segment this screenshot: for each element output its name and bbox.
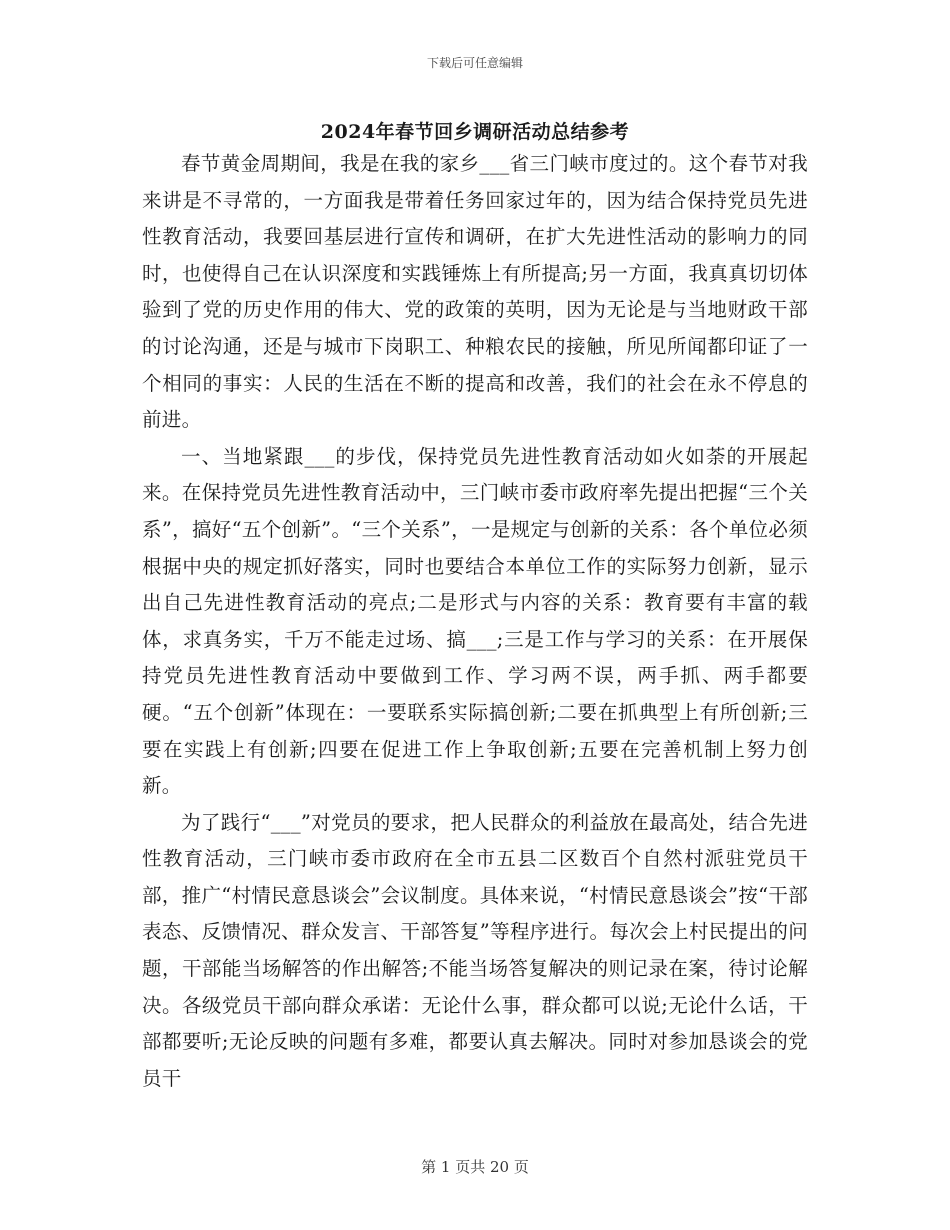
document-title: 2024年春节回乡调研活动总结参考: [320, 121, 630, 143]
page-number: 第 1 页共 20 页: [421, 1158, 529, 1176]
paragraph-1: 春节黄金周期间，我是在我的家乡___省三门峡市度过的。这个春节对我来讲是不寻常的，一方面我是带着任务回家过年的，因为结合保持党员先进性教育活动，我要回基层进行宣传和调研，在扩大先进性活动的影响力的同时，也使得自己在认识深度和实践锤炼上有所提高;另一方面，我真真切切体验到了党的历史作用的伟大、党的政策的英明，因为无论是与当地财政干部的讨论沟通，还是与城市下岗职工、种粮农民的接触，所见所闻都印证了一个相同的事实：人民的生活在不断的提高和改善，我们的社会在永不停息的前进。: [142, 152, 808, 432]
header-note: 下载后可任意编辑: [426, 56, 523, 70]
paragraph-3: 为了践行“___”对党员的要求，把人民群众的利益放在最高处，结合先进性教育活动，三门峡市委市政府在全市五县二区数百个自然村派驻党员干部，推广“村情民意恳谈会”会议制度。具体来说，“村情民意恳谈会”按“干部表态、反馈情况、群众发言、干部答复”等程序进行。每次会上村民提出的问题，干部能当场解答的作出解答;不能当场答复解决的则记录在案，待讨论解决。各级党员干部向群众承诺：无论什么事，群众都可以说;无论什么话，干部都要听;无论反映的问题有多难，都要认真去解决。同时对参加恳谈会的党员干: [142, 810, 808, 1090]
document-body: [142, 146, 808, 1097]
paragraph-2: 一、当地紧跟___的步伐，保持党员先进性教育活动如火如荼的开展起来。在保持党员先进性教育活动中，三门峡市委市政府率先提出把握“三个关系”，搞好“五个创新”。“三个关系”，一是规定与创新的关系：各个单位必须根据中央的规定抓好落实，同时也要结合本单位工作的实际努力创新，显示出自己先进性教育活动的亮点;二是形式与内容的关系：教育要有丰富的载体，求真务实，千万不能走过场、搞___;三是工作与学习的关系：在开展保持党员先进性教育活动中要做到工作、学习两不误，两手抓、两手都要硬。“五个创新”体现在：一要联系实际搞创新;二要在抓典型上有所创新;三要在实践上有创新;四要在促进工作上争取创新;五要在完善机制上努力创新。: [142, 444, 808, 798]
